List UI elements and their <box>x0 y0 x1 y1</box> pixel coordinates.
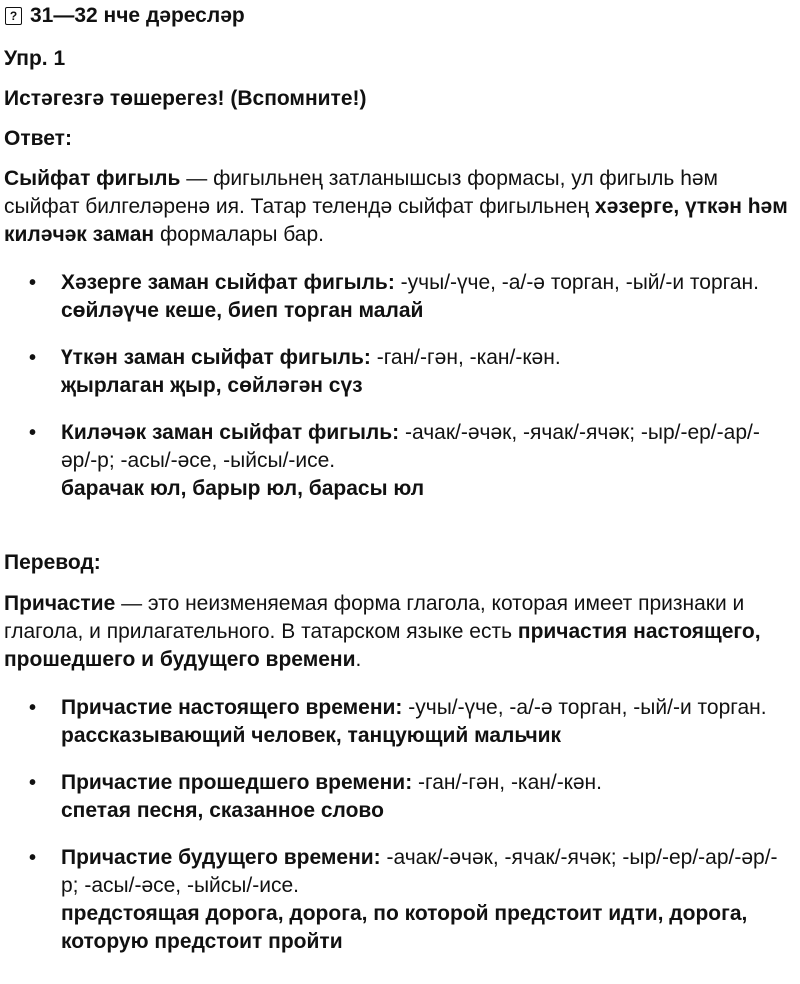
answer-paragraph <box>4 165 794 249</box>
item-suffixes: -учы/-үче, -а/-ә торган, -ый/-и торган. <box>394 271 759 294</box>
item-example: спетая песня, сказанное слово <box>61 799 384 822</box>
answer-text-1: — фигыльнең затланышсыз формасы, ул фигыль һәм сыйфат билгеләренә ия. Татар телендә сыйфат фигыльнең <box>4 167 718 218</box>
item-example: җырлаган җыр, сөйләгән сүз <box>61 374 363 397</box>
item-suffixes: -учы/-үче, -а/-ә торган, -ый/-и торган. <box>402 696 767 719</box>
bullet-icon: • <box>29 347 37 369</box>
list-item <box>4 769 794 825</box>
list-item <box>4 269 794 325</box>
item-label: Үткән заман сыйфат фигыль: <box>61 346 371 369</box>
item-suffixes: -ачак/-әчәк, -ячак/-ячәк; -ыр/-ер/-ар/-әр/-р; -асы/-әсе, -ыйсы/-исе. <box>61 421 760 472</box>
translation-bold: причастия настоящего, прошедшего и будущего времени <box>4 620 761 671</box>
item-example: рассказывающий человек, танцующий мальчик <box>61 724 562 747</box>
bullet-icon: • <box>29 272 37 294</box>
item-suffixes: -ган/-гән, -кан/-кән. <box>412 771 602 794</box>
translation-term: Причастие <box>4 592 116 615</box>
item-suffixes: -ачак/-әчәк, -ячак/-ячәк; -ыр/-ер/-ар/-әр/-р; -асы/-әсе, -ыйсы/-исе. <box>61 846 778 897</box>
item-label: Причастие прошедшего времени: <box>61 771 413 794</box>
item-example: барачак юл, барыр юл, барасы юл <box>61 477 425 500</box>
task-text: Истәгезгә төшерегез! (Вспомните!) <box>4 87 367 110</box>
translation-text-1: — это неизменяемая форма глагола, которая имеет признаки и глагола, и прилагательного. В татарском языке есть <box>4 592 745 643</box>
bullet-icon: • <box>29 422 37 444</box>
translation-text-2: . <box>355 648 362 671</box>
item-suffixes: -ган/-гән, -кан/-кән. <box>370 346 561 369</box>
answer-heading: Ответ: <box>4 127 72 150</box>
answer-list <box>4 269 794 503</box>
item-label: Хәзерге заман сыйфат фигыль: <box>61 271 395 294</box>
bullet-icon: • <box>29 847 37 869</box>
translation-paragraph <box>4 590 794 674</box>
list-item <box>4 344 794 400</box>
question-box-icon[interactable]: ? <box>5 7 22 25</box>
answer-term: Сыйфат фигыль <box>4 167 181 190</box>
answer-bold: хәзерге, үткән һәм киләчәк заман <box>4 195 788 246</box>
translation-list <box>4 694 794 956</box>
item-label: Киләчәк заман сыйфат фигыль: <box>61 421 400 444</box>
list-item <box>4 694 794 750</box>
item-label: Причастие настоящего времени: <box>61 696 403 719</box>
list-item <box>4 844 794 956</box>
translation-heading: Перевод: <box>4 551 101 574</box>
item-example: предстоящая дорога, дорога, по которой предстоит идти, дорога, которую предстоит пройти <box>61 902 748 953</box>
exercise-label: Упр. 1 <box>4 47 66 70</box>
list-item <box>4 419 794 503</box>
bullet-icon: • <box>29 697 37 719</box>
lesson-title: 31—32 нче дәресләр <box>30 4 245 27</box>
item-label: Причастие будущего времени: <box>61 846 381 869</box>
lesson-header <box>4 1 794 31</box>
item-example: сөйләүче кеше, биеп торган малай <box>61 299 424 322</box>
bullet-icon: • <box>29 772 37 794</box>
answer-text-2: формалары бар. <box>154 223 324 246</box>
